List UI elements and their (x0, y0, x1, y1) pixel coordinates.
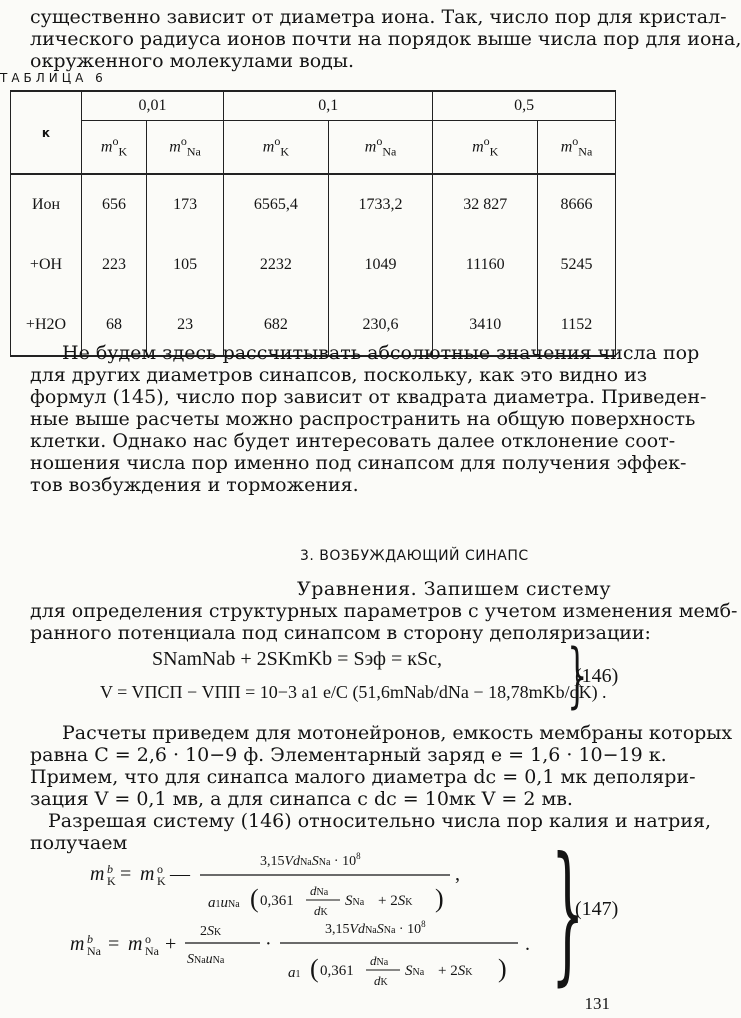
cell: 223 (82, 235, 147, 295)
svg-text:a1uNa: a1uNa (208, 895, 240, 911)
svg-text:o: o (145, 932, 151, 946)
equation-147 (60, 845, 560, 995)
svg-text:): ) (498, 954, 507, 983)
svg-text:0,361: 0,361 (260, 893, 294, 909)
svg-text:—: — (170, 863, 190, 885)
paragraph-line: ранного потенциала под синапсом в сторону деполяризации: (30, 622, 651, 644)
equation-number-147: (147) (575, 898, 619, 920)
group-header: 0,5 (433, 91, 616, 121)
table-caption: ТАБЛИЦА 6 (0, 71, 107, 85)
group-header: 0,01 (82, 91, 224, 121)
data-table (10, 90, 616, 357)
cell: 682 (224, 295, 329, 356)
svg-text:m: m (128, 933, 143, 955)
cell: 23 (147, 295, 224, 356)
subheader-mna: $m^o_{Na}$ (328, 121, 433, 175)
svg-text:Na: Na (145, 944, 159, 958)
svg-text:K: K (107, 874, 116, 888)
svg-text:+ 2SK: + 2SK (378, 893, 413, 909)
row-label: +OH (11, 235, 82, 295)
svg-text:SNa: SNa (345, 893, 365, 909)
subheader-mk: $m^o_K$ (433, 121, 538, 175)
cell: 3410 (433, 295, 538, 356)
svg-text:·: · (265, 933, 272, 955)
svg-text:K: K (157, 874, 166, 888)
paragraph-line: формул (145), число пор зависит от квадрата диаметра. Приведен- (30, 386, 707, 408)
svg-text:m: m (90, 863, 105, 885)
cell: 1049 (328, 235, 433, 295)
intro-line: лического радиуса ионов почти на порядок выше числа пор для иона, (30, 28, 741, 50)
svg-text:m: m (140, 863, 155, 885)
svg-text:b: b (107, 862, 113, 876)
cell: 230,6 (328, 295, 433, 356)
subheader-mk: $m^o_K$ (82, 121, 147, 175)
paragraph-line: Примем, что для синапса малого диаметра dc = 0,1 мк деполяри- (30, 766, 696, 788)
svg-text:+: + (165, 933, 177, 955)
equation-146-line-2: V = VПСП − VПП = 10−3 a1 e/C (51,6mNab/dNa − 18,78mKb/dK) . (100, 682, 607, 702)
cell: 6565,4 (224, 174, 329, 235)
svg-text:(: ( (250, 884, 259, 913)
paragraph-line: Расчеты приведем для мотонейронов, емкость мембраны которых (62, 722, 733, 744)
cell: 32 827 (433, 174, 538, 235)
cell: 1733,2 (328, 174, 433, 235)
paragraph-line: получаем (30, 832, 128, 854)
svg-text:3,15VdNaSNa · 108: 3,15VdNaSNa · $10^8$ (325, 919, 426, 937)
cell: 2232 (224, 235, 329, 295)
intro-line: существенно зависит от диаметра иона. Так, число пор для кристал- (30, 6, 727, 28)
page-number: 131 (584, 994, 610, 1013)
paragraph-line: Уравнения. Запишем систему (297, 578, 612, 600)
svg-text:3,15VdNaSNa · 108: 3,15VdNaSNa · $10^8$ (260, 851, 361, 869)
subheader-mna: $m^o_{Na}$ (147, 121, 224, 175)
svg-text:,: , (455, 863, 460, 885)
paragraph-line: ные выше расчеты можно распространить на общую поверхность (30, 408, 696, 430)
svg-text:): ) (435, 884, 444, 913)
svg-text:2SK: 2SK (200, 924, 222, 939)
cell: 11160 (433, 235, 538, 295)
subheader-mna: $m^o_{Na}$ (538, 121, 616, 175)
svg-text:dNa: dNa (370, 953, 389, 968)
paragraph-line: равна C = 2,6 · 10−9 ф. Элементарный заряд e = 1,6 · 10−19 к. (30, 744, 667, 766)
cell: 68 (82, 295, 147, 356)
section-title: 3. ВОЗБУЖДАЮЩИЙ СИНАПС (300, 548, 529, 564)
svg-text:.: . (525, 933, 530, 955)
cell: 5245 (538, 235, 616, 295)
paragraph-line: ношения числа пор именно под синапсом для получения эффек- (30, 452, 687, 474)
svg-text:dK: dK (374, 973, 388, 988)
svg-text:Na: Na (87, 944, 101, 958)
cell: 105 (147, 235, 224, 295)
paragraph-line: зация V = 0,1 мв, а для синапса с dc = 10мк V = 2 мв. (30, 788, 573, 810)
paragraph-line: тов возбуждения и торможения. (30, 474, 359, 496)
intro-line: окруженного молекулами воды. (30, 50, 355, 72)
right-brace-147: } (551, 826, 585, 1000)
svg-text:(: ( (310, 954, 319, 983)
cell: 656 (82, 174, 147, 235)
svg-text:=: = (108, 933, 120, 955)
group-header: 0,1 (224, 91, 433, 121)
paragraph-line: для определения структурных параметров с учетом изменения мемб- (30, 600, 738, 622)
table-row (11, 235, 616, 295)
svg-text:m: m (70, 933, 85, 955)
subheader-mk: $m^o_K$ (224, 121, 329, 175)
svg-text:0,361: 0,361 (320, 963, 354, 979)
table-row (11, 174, 616, 235)
corner-header: к (11, 91, 82, 174)
svg-text:+ 2SK: + 2SK (438, 963, 473, 979)
row-label: Ион (11, 174, 82, 235)
paragraph-line: для других диаметров синапсов, поскольку, как это видно из (30, 364, 648, 386)
paragraph-line: клетки. Однако нас будет интересовать далее отклонение соот- (30, 430, 676, 452)
svg-text:dK: dK (314, 903, 328, 918)
svg-text:dNa: dNa (310, 883, 329, 898)
svg-text:SNa: SNa (405, 963, 425, 979)
right-brace-146: } (567, 634, 588, 716)
svg-text:b: b (87, 932, 93, 946)
row-label: +H2O (11, 295, 82, 356)
svg-text:a1: a1 (288, 965, 301, 981)
cell: 1152 (538, 295, 616, 356)
paragraph-line: Разрешая систему (146) относительно числа пор калия и натрия, (48, 810, 712, 832)
svg-text:=: = (120, 863, 132, 885)
equation-number-146: (146) (575, 665, 619, 687)
paragraph-line: Не будем здесь рассчитывать абсолютные значения числа пор (62, 342, 700, 364)
equation-146-line-1: SNamNab + 2SKmKb = Sэф = кSc, (152, 648, 442, 670)
svg-text:o: o (157, 862, 163, 876)
svg-text:SNauNa: SNauNa (187, 952, 225, 967)
cell: 173 (147, 174, 224, 235)
cell: 8666 (538, 174, 616, 235)
